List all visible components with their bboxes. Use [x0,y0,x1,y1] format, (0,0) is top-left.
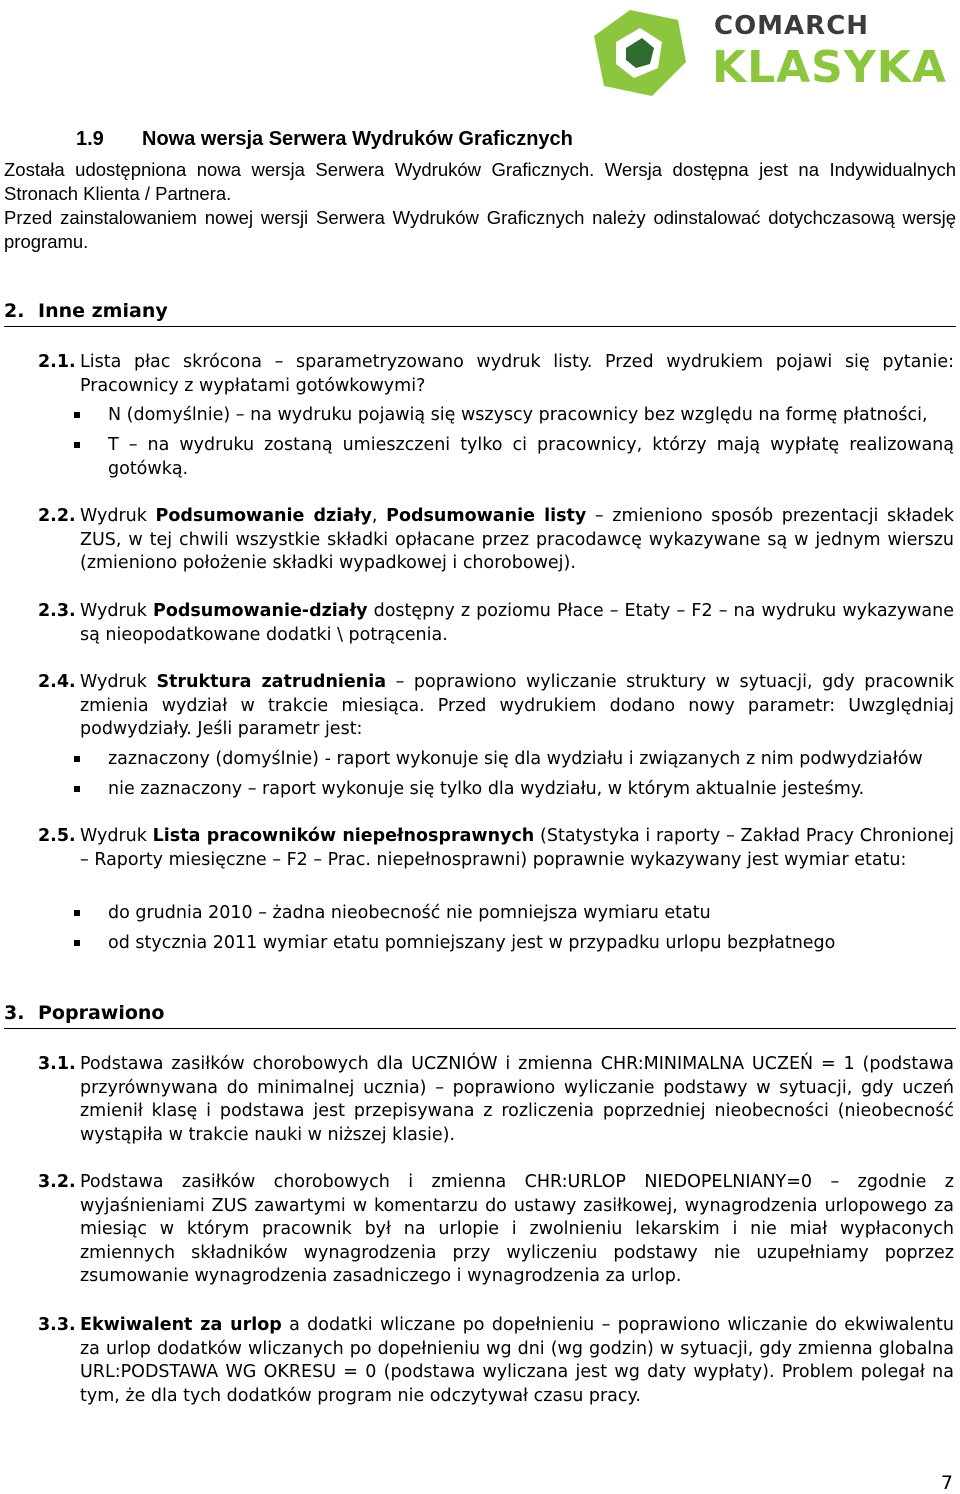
item-2-4 [38,671,954,742]
bullet-2-5-before [108,902,954,926]
item-text-pre: Wydruk [80,601,153,621]
paragraph-uninstall: Przed zainstalowaniem nowej wersji Serwera Wydruków Graficznych należy odinstalować dotychczasową wersję programu. [4,207,956,252]
item-number: 3.1. [38,1054,76,1074]
item-number: 2.3. [38,601,76,621]
section-heading-inne-zmiany [4,300,956,327]
heading-title: Nowa wersja Serwera Wydruków Graficznych [142,128,573,150]
heading-number: 1.9 [76,128,104,150]
item-bold-1: Podsumowanie działy [155,506,372,526]
bullet-text: nie zaznaczony – raport wykonuje się tylko dla wydziału, w którym aktualnie jesteśmy. [108,779,865,799]
comarch-klasyka-logo [586,6,947,102]
bullet-2-1-n [108,404,954,428]
item-number: 2.1. [38,352,76,372]
item-bold: Struktura zatrudnienia [156,672,387,692]
page-number: 7 [940,1472,953,1494]
heading-1-9 [76,128,573,151]
section-number: 2. [4,300,25,322]
item-bold-2: Podsumowanie listy [386,506,587,526]
item-bold: Podsumowanie-działy [153,601,368,621]
logo-mark-icon [586,6,696,102]
bullet-text: N (domyślnie) – na wydruku pojawią się wszyscy pracownicy bez względu na formę płatności, [108,405,928,425]
item-text-mid: , [371,506,387,526]
item-text: Lista płac skrócona – sparametryzowano wydruk listy. Przed wydrukiem pojawi się pytanie: Pracownicy z wypłatami gotówkowymi? [80,352,954,396]
item-text-post: a dodatki wliczane po dopełnieniu – poprawiono wliczanie do ekwiwalentu za urlop dodatków wliczanych po dopełnieniu wg dni (wg godzin) w sytuacji, gdy zmienna globalna URL:PODSTAWA WG OKRESU = 0 (podstawa wyliczana jest wg daty wypłaty). Problem polegał na tym, że dla tych dodatków program nie odczytywał czasu pracy. [80,1315,955,1406]
item-3-1 [38,1053,954,1147]
item-bold: Lista pracowników niepełnosprawnych [152,826,535,846]
logo-text-comarch: COMARCH [714,11,870,41]
bullet-2-4-unchecked [108,778,954,802]
item-text-pre: Wydruk [80,506,156,526]
item-text-pre: Wydruk [80,826,153,846]
item-text-pre: Wydruk [80,672,157,692]
item-text-post: – poprawiono wyliczanie struktury w sytuacji, gdy pracownik zmienia wydział w trakcie miesiąca. Przed wydrukiem dodano nowy parametr: Uwzględniaj podwydziały. Jeśli parametr jest: [80,672,954,739]
item-bold: Ekwiwalent za urlop [80,1315,282,1335]
item-number: 2.2. [38,506,76,526]
item-2-2 [38,505,955,576]
bullet-text: od stycznia 2011 wymiar etatu pomniejszany jest w przypadku urlopu bezpłatnego [108,933,836,953]
item-2-3 [38,600,954,647]
section-title: Poprawiono [38,1002,165,1024]
bullet-square-icon [74,786,80,792]
item-text: Podstawa zasiłków chorobowych i zmienna CHR:URLOP NIEDOPELNIANY=0 – zgodnie z wyjaśnieniami ZUS zawartymi w komentarzu do ustawy zasiłkowej, wynagrodzenia urlopowego za miesiąc w którym pracownik był na urlopie i zwolnieniu lekarskim i nie miał wypłaconych zmiennych składników wynagrodzenia przy wyliczeniu podstawy nie uzupełniamy poprzez zsumowanie wynagrodzenia zasadniczego i wynagrodzenia za urlop. [80,1172,954,1286]
bullet-square-icon [74,412,80,418]
item-number: 2.4. [38,672,76,692]
item-text-post: dostępny z poziomu Płace – Etaty – F2 – na wydruku wykazywane są nieopodatkowane dodatki \ potrącenia. [80,601,954,645]
item-number: 2.5. [38,826,76,846]
logo-text-klasyka: KLASYKA [712,42,947,93]
bullet-square-icon [74,756,80,762]
bullet-text: zaznaczony (domyślnie) - raport wykonuje się dla wydziału i związanych z nim podwydziałów [108,749,923,769]
bullet-text: T – na wydruku zostaną umieszczeni tylko ci pracownicy, którzy mają wypłatę realizowaną gotówką. [108,435,954,479]
item-text: Podstawa zasiłków chorobowych dla UCZNIÓW i zmienna CHR:MINIMALNA UCZEŃ = 1 (podstawa przyrównywana do minimalnej ucznia) – poprawiono wyliczanie podstawy w sytuacji, gdy uczeń zmienił klasę i podstawa jest przepisywana z rozliczenia poprzedniej nieobecności (nieobecność wystąpiła w trakcie nauki w niższej klasie). [80,1054,954,1145]
bullet-square-icon [74,940,80,946]
item-number: 3.3. [38,1315,76,1335]
bullet-2-5-after [108,932,954,956]
item-text-post: (Statystyka i raporty – Zakład Pracy Chronionej – Raporty miesięczne – F2 – Prac. niepełnosprawni) poprawnie wykazywany jest wymiar etatu: [80,826,955,870]
item-2-5 [38,825,955,872]
paragraph-new-version: Została udostępniona nowa wersja Serwera Wydruków Graficznych. Wersja dostępna jest na Indywidualnych Stronach Klienta / Partnera. [4,159,956,204]
bullet-square-icon [74,910,80,916]
bullet-2-4-checked [108,748,954,772]
section-number: 3. [4,1002,25,1024]
section-title: Inne zmiany [38,300,168,322]
item-3-2 [38,1171,954,1289]
item-2-1 [38,351,954,398]
item-number: 3.2. [38,1172,76,1192]
item-text-post: – zmieniono sposób prezentacji składek ZUS, w tej chwili wszystkie składki opłacane przez pracodawcę wykazywane są w jednym wierszu (zmieniono położenie składki wypadkowej i chorobowej). [80,506,955,573]
bullet-square-icon [74,442,80,448]
bullet-2-1-t [108,434,954,481]
section-heading-poprawiono [4,1002,956,1029]
bullet-text: do grudnia 2010 – żadna nieobecność nie pomniejsza wymiaru etatu [108,903,711,923]
item-3-3 [38,1314,955,1408]
